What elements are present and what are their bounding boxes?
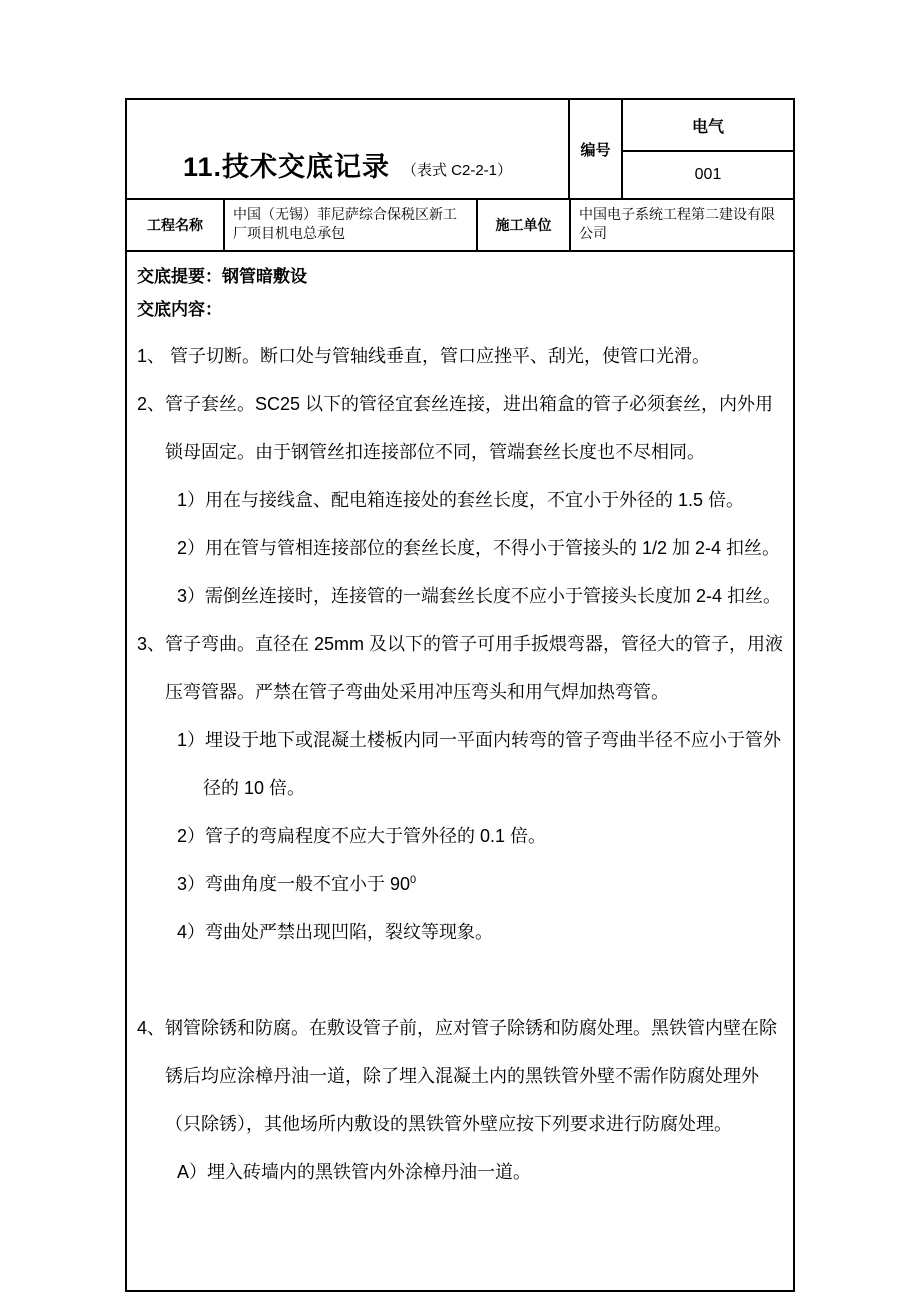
record-number: 001	[694, 166, 722, 183]
project-name-label: 工程名称	[127, 200, 225, 250]
info-row	[127, 200, 793, 252]
form-code: （表式 C2-2-1）	[402, 162, 513, 179]
content-item-3-3	[177, 860, 787, 908]
content-item-2: 2、管子套丝。SC25 以下的管径宜套丝连接，进出箱盒的管子必须套丝，内外用锁母固定。由于钢管丝扣连接部位不同，管端套丝长度也不尽相同。	[137, 394, 774, 462]
content-item-2-1: 1）用在与接线盒、配电箱连接处的套丝长度，不宜小于外径的 1.5 倍。	[177, 490, 745, 510]
summary-line	[137, 260, 787, 293]
content-item-3: 3、管子弯曲。直径在 25mm 及以下的管子可用手扳煨弯器，管径大的管子，用液压弯管器。严禁在管子弯曲处采用冲压弯头和用气焊加热弯管。	[137, 634, 784, 702]
content-item-3-2: 2）管子的弯扁程度不应大于管外径的 0.1 倍。	[177, 826, 547, 846]
project-name-value: 中国（无锡）菲尼萨综合保税区新工厂项目机电总承包	[225, 200, 478, 250]
content-item-2-2: 2）用在管与管相连接部位的套丝长度，不得小于管接头的 1/2 加 2-4 扣丝。	[177, 538, 781, 558]
superscript-zero: 0	[410, 874, 417, 886]
content-item-4: 4、钢管除锈和防腐。在敷设管子前，应对管子除锈和防腐处理。黑铁管内壁在除锈后均应涂樟丹油一道，除了埋入混凝土内的黑铁管外壁不需作防腐处理外（只除锈），其他场所内敷设的黑铁管外壁应按下列要求进行防腐处理。	[137, 1018, 778, 1134]
content-item-4-a: A）埋入砖墙内的黑铁管内外涂樟丹油一道。	[177, 1162, 532, 1182]
summary-label: 交底提要：	[137, 267, 222, 286]
content-item-3-4: 4）弯曲处严禁出现凹陷，裂纹等现象。	[177, 922, 494, 942]
content-item-3-3-text: 3）弯曲角度一般不宜小于 90	[177, 874, 411, 894]
disclosure-record-table	[125, 98, 795, 1292]
content-label: 交底内容：	[137, 300, 222, 319]
content-item-3-1: 1）埋设于地下或混凝土楼板内同一平面内转弯的管子弯曲半径不应小于管外径的 10 倍。	[177, 730, 782, 798]
construction-unit-label: 施工单位	[478, 200, 571, 250]
category-value: 电气	[623, 100, 793, 152]
content-list	[137, 332, 787, 1196]
number-label: 编号	[570, 100, 623, 198]
document-title: 11.技术交底记录	[182, 152, 390, 182]
content-item-1: 1、 管子切断。断口处与管轴线垂直，管口应挫平、刮光，使管口光滑。	[137, 346, 711, 366]
title-cell	[127, 100, 570, 198]
content-item-2-3: 3）需倒丝连接时，连接管的一端套丝长度不应小于管接头长度加 2-4 扣丝。	[177, 586, 782, 606]
header-row	[127, 100, 793, 200]
construction-unit-value: 中国电子系统工程第二建设有限公司	[579, 208, 775, 242]
content-area	[127, 252, 793, 1288]
summary-value: 钢管暗敷设	[222, 267, 307, 286]
number-value-column	[623, 100, 793, 198]
